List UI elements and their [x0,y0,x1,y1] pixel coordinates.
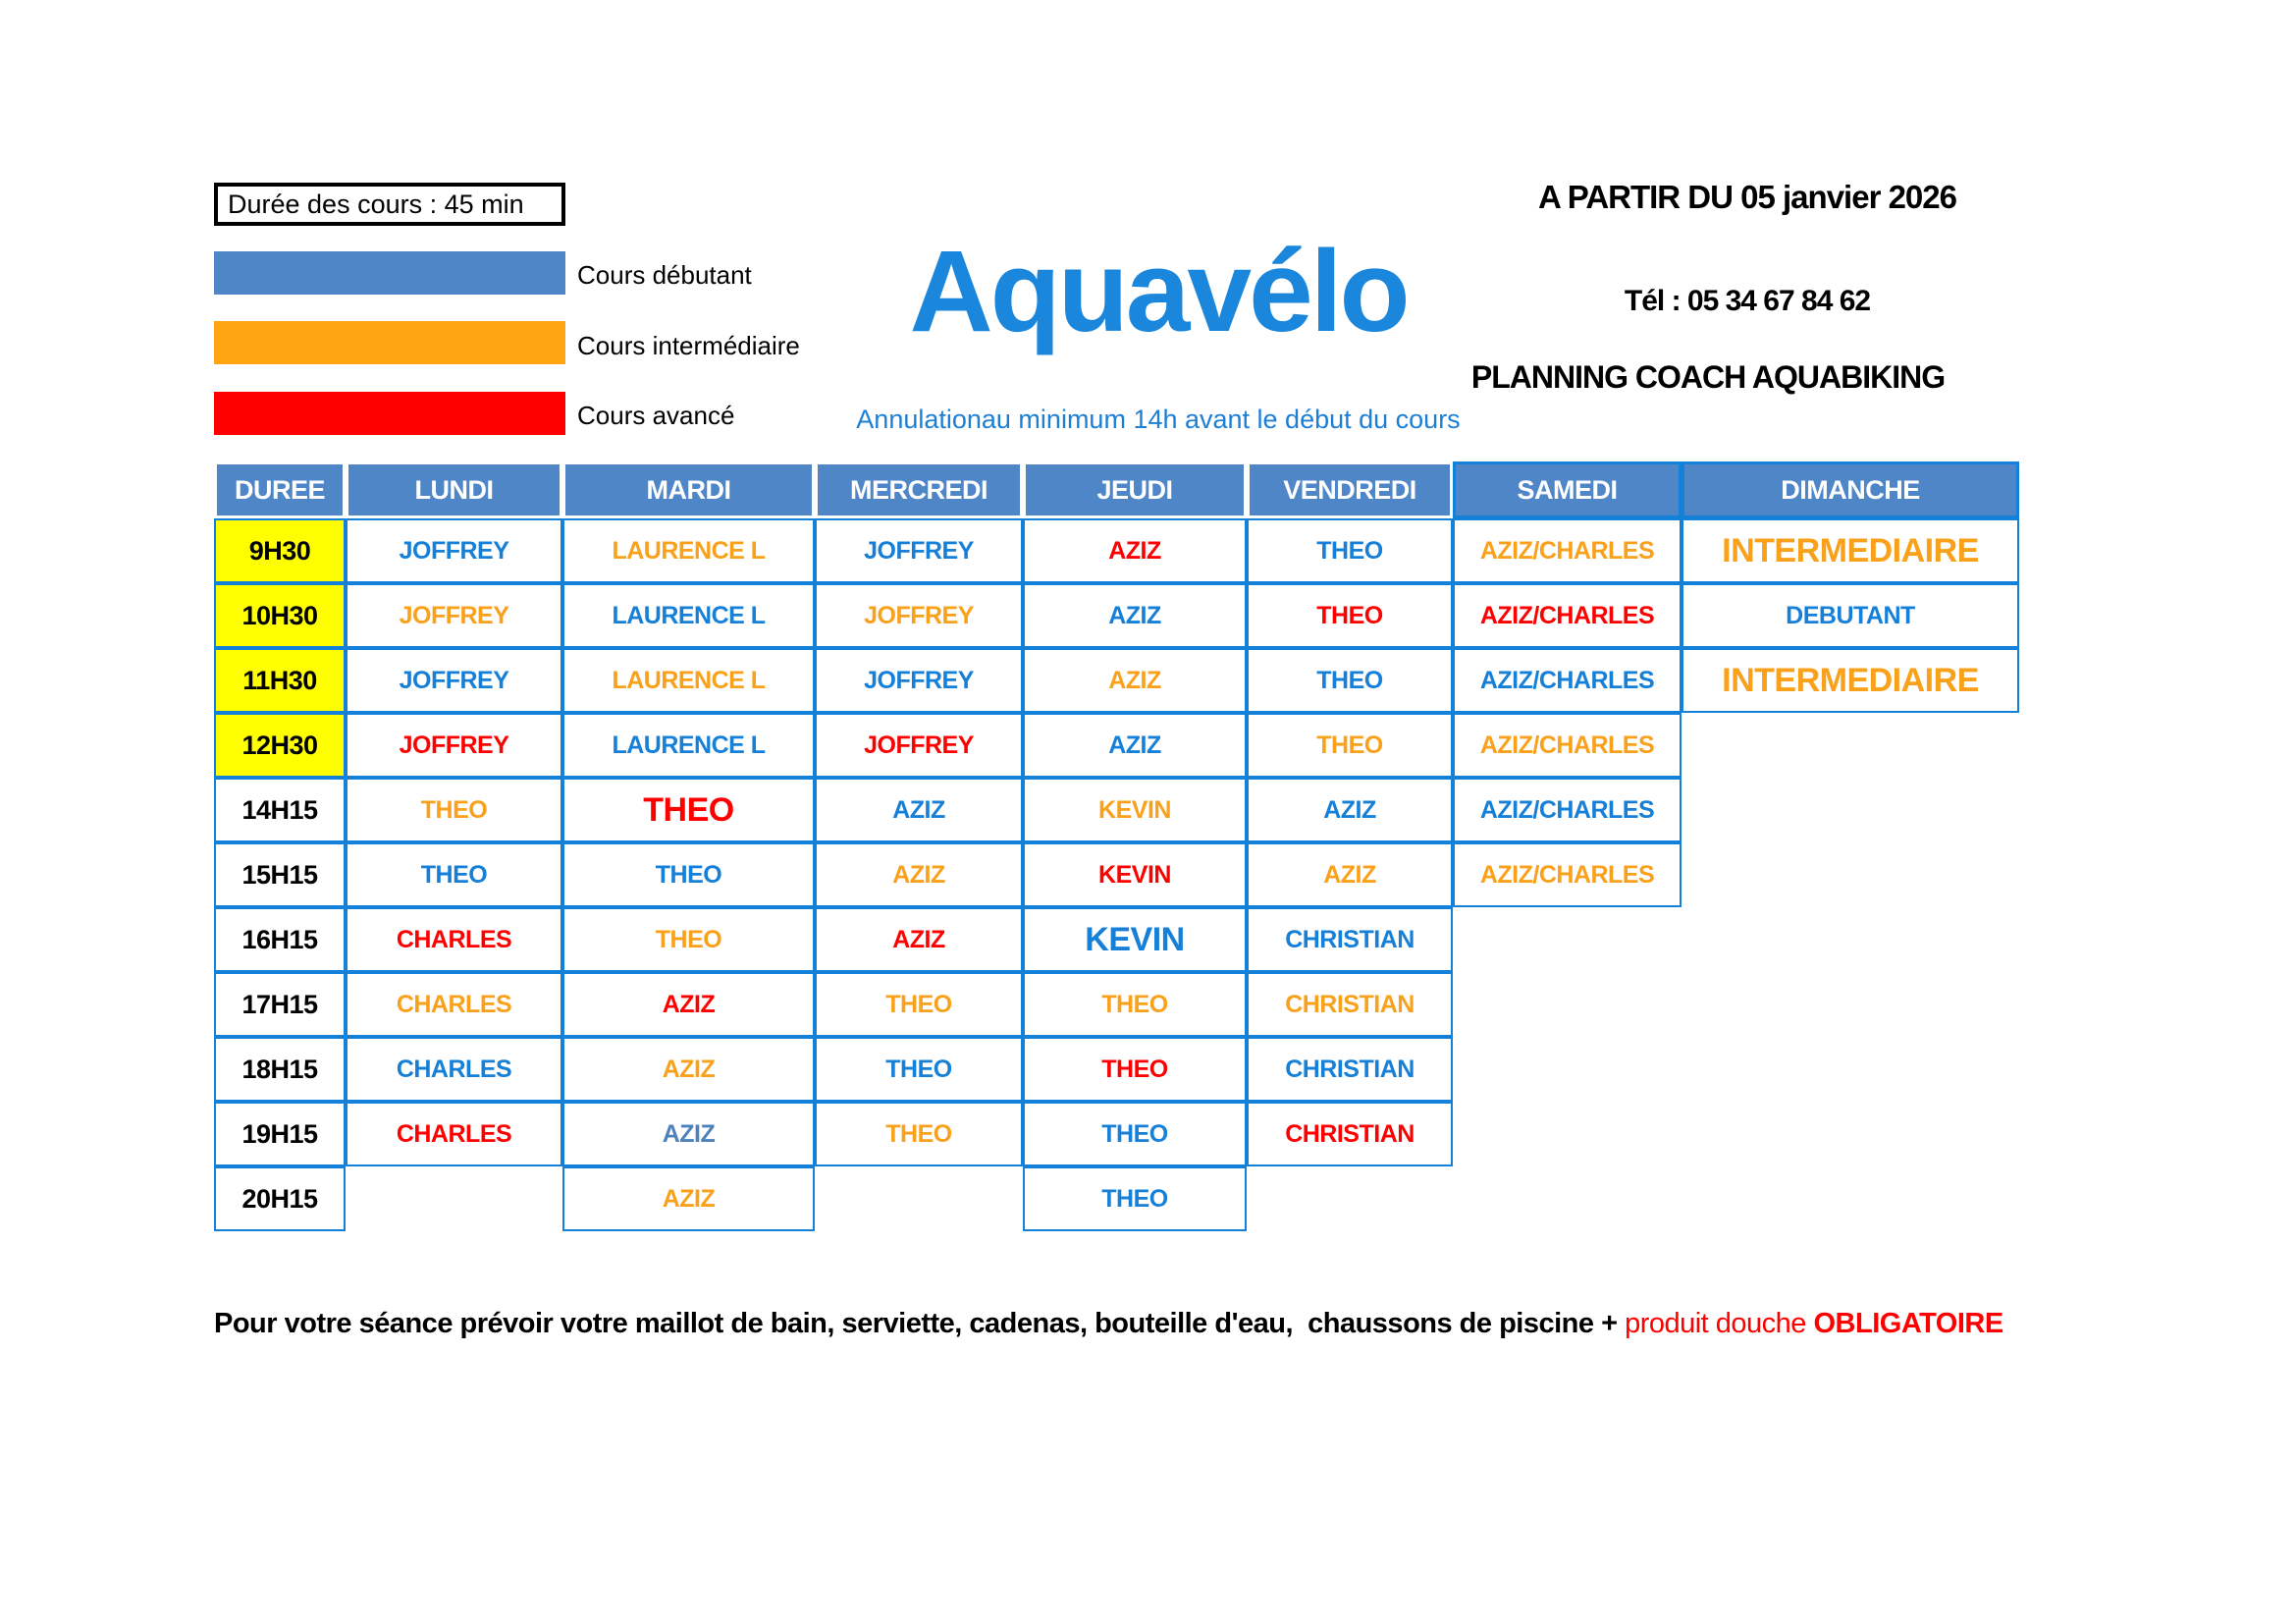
schedule-table [214,461,2019,1231]
schedule-cell: THEO [562,907,815,972]
empty-cell [1453,1102,1682,1166]
schedule-cell: AZIZ [1023,648,1247,713]
legend-bar-intermediate [214,321,565,364]
schedule-cell: CHARLES [346,1037,562,1102]
schedule-cell: LAURENCE L [562,583,815,648]
start-date: A PARTIR DU 05 janvier 2026 [1537,179,1956,215]
schedule-cell: AZIZ/CHARLES [1453,583,1682,648]
empty-cell [1247,1166,1453,1231]
time-cell-15h15: 15H15 [214,842,346,907]
empty-cell [1682,713,2019,778]
schedule-cell: THEO [1023,1166,1247,1231]
schedule-cell: JOFFREY [815,648,1023,713]
schedule-cell: JOFFREY [815,713,1023,778]
schedule-cell: INTERMEDIAIRE [1682,518,2019,583]
course-duration-box [214,183,565,226]
schedule-cell: CHARLES [346,1102,562,1166]
empty-cell [1453,907,1682,972]
schedule-cell: THEO [1247,648,1453,713]
schedule-cell: THEO [1247,518,1453,583]
column-header-samedi: SAMEDI [1453,461,1682,518]
schedule-cell: DEBUTANT [1682,583,2019,648]
empty-cell [1453,972,1682,1037]
empty-cell [1682,907,2019,972]
empty-cell [1453,1037,1682,1102]
column-header-jeudi: JEUDI [1023,461,1247,518]
schedule-cell: CHRISTIAN [1247,972,1453,1037]
legend-label-advanced: Cours avancé [577,401,735,430]
empty-cell [1682,1037,2019,1102]
schedule-cell: THEO [815,1037,1023,1102]
schedule-cell: KEVIN [1023,778,1247,842]
time-cell-17h15: 17H15 [214,972,346,1037]
course-duration-label: Durée des cours : 45 min [228,189,524,219]
column-header-mardi: MARDI [562,461,815,518]
schedule-cell: JOFFREY [346,713,562,778]
schedule-cell: THEO [1247,713,1453,778]
schedule-cell: AZIZ [1247,842,1453,907]
schedule-cell: AZIZ [562,1166,815,1231]
schedule-cell: AZIZ [562,1037,815,1102]
schedule-cell: THEO [1247,583,1453,648]
schedule-cell: AZIZ [1023,518,1247,583]
schedule-cell: KEVIN [1023,907,1247,972]
time-cell-10h30: 10H30 [214,583,346,648]
schedule-cell: THEO [1023,1037,1247,1102]
schedule-cell: AZIZ [562,1102,815,1166]
schedule-cell: JOFFREY [346,648,562,713]
schedule-cell: THEO [346,842,562,907]
schedule-cell: KEVIN [1023,842,1247,907]
column-header-vendredi: VENDREDI [1247,461,1453,518]
time-cell-20h15: 20H15 [214,1166,346,1231]
footer-note-black: Pour votre séance prévoir votre maillot de bain, serviette, cadenas, bouteille d'eau, chaussons de piscine + [214,1308,1626,1339]
footer-note-red: produit douche [1625,1308,1814,1339]
schedule-cell: AZIZ [815,778,1023,842]
time-cell-9h30: 9H30 [214,518,346,583]
schedule-cell: AZIZ/CHARLES [1453,713,1682,778]
schedule-cell: JOFFREY [815,518,1023,583]
cancellation-note: Annulationau minimum 14h avant le début du cours [856,405,1461,434]
schedule-cell: AZIZ [1023,713,1247,778]
time-cell-19h15: 19H15 [214,1102,346,1166]
schedule-cell: AZIZ [1023,583,1247,648]
planning-title: PLANNING COACH AQUABIKING [1470,359,1946,395]
schedule-cell: JOFFREY [346,583,562,648]
column-header-lundi: LUNDI [346,461,562,518]
schedule-cell: LAURENCE L [562,648,815,713]
schedule-cell: THEO [1023,972,1247,1037]
schedule-cell: LAURENCE L [562,518,815,583]
schedule-cell: INTERMEDIAIRE [1682,648,2019,713]
time-cell-18h15: 18H15 [214,1037,346,1102]
empty-cell [1682,778,2019,842]
empty-cell [1453,1166,1682,1231]
column-header-duree: DUREE [214,461,346,518]
time-cell-16h15: 16H15 [214,907,346,972]
footer-note-red-bold: OBLIGATOIRE [1813,1308,2003,1339]
time-cell-14h15: 14H15 [214,778,346,842]
empty-cell [346,1166,562,1231]
schedule-cell: AZIZ [562,972,815,1037]
legend-bar-beginner [214,251,565,295]
empty-cell [1682,1166,2019,1231]
footer-note [214,1308,2236,1340]
schedule-cell: THEO [815,1102,1023,1166]
schedule-cell: JOFFREY [815,583,1023,648]
schedule-cell: CHARLES [346,972,562,1037]
column-header-mercredi: MERCREDI [815,461,1023,518]
column-header-dimanche: DIMANCHE [1682,461,2019,518]
schedule-cell: AZIZ [1247,778,1453,842]
phone-number: Tél : 05 34 67 84 62 [1624,285,1871,317]
time-cell-12h30: 12H30 [214,713,346,778]
legend-label-intermediate: Cours intermédiaire [577,331,800,360]
page-title: Aquavélo [909,227,1408,356]
schedule-cell: THEO [815,972,1023,1037]
schedule-cell: THEO [562,778,815,842]
schedule-cell: JOFFREY [346,518,562,583]
schedule-cell: CHRISTIAN [1247,907,1453,972]
schedule-cell: CHARLES [346,907,562,972]
schedule-cell: AZIZ [815,907,1023,972]
empty-cell [1682,1102,2019,1166]
schedule-cell: CHRISTIAN [1247,1102,1453,1166]
legend-label-beginner: Cours débutant [577,260,752,290]
time-cell-11h30: 11H30 [214,648,346,713]
empty-cell [1682,972,2019,1037]
empty-cell [1682,842,2019,907]
schedule-cell: LAURENCE L [562,713,815,778]
schedule-cell: THEO [346,778,562,842]
schedule-cell: THEO [1023,1102,1247,1166]
schedule-cell: AZIZ/CHARLES [1453,648,1682,713]
schedule-cell: CHRISTIAN [1247,1037,1453,1102]
schedule-cell: AZIZ/CHARLES [1453,778,1682,842]
schedule-cell: AZIZ/CHARLES [1453,518,1682,583]
schedule-cell: AZIZ [815,842,1023,907]
empty-cell [815,1166,1023,1231]
schedule-cell: THEO [562,842,815,907]
legend-bar-advanced [214,392,565,435]
schedule-cell: AZIZ/CHARLES [1453,842,1682,907]
